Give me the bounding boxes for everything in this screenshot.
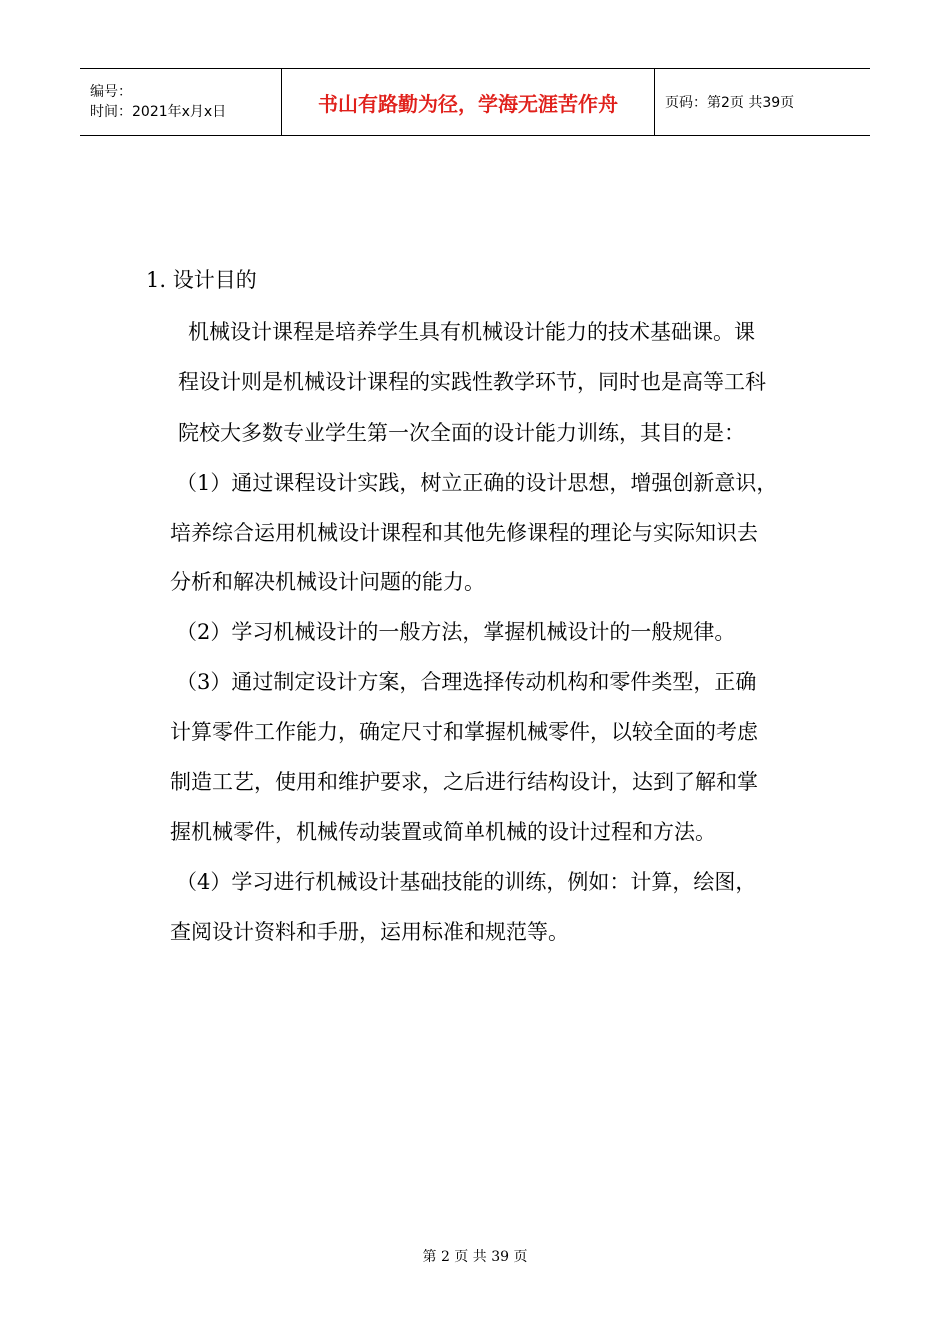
footer-page-number: 第 2 页 共 39 页 (422, 1249, 528, 1265)
header-motto-cell (282, 69, 655, 135)
header-info-cell (80, 69, 282, 135)
paragraph-line: 程设计则是机械设计课程的实践性教学环节，同时也是高等工科 (178, 370, 766, 394)
paragraph-line: 握机械零件，机械传动装置或简单机械的设计过程和方法。 (170, 820, 716, 844)
page-header (80, 68, 870, 136)
paragraph-line: （3）通过制定设计方案，合理选择传动机构和零件类型，正确 (176, 670, 757, 694)
paragraph-line: （4）学习进行机械设计基础技能的训练，例如：计算，绘图， (176, 870, 757, 894)
page-footer (0, 1246, 950, 1266)
header-page-number: 页码：第2页 共39页 (665, 95, 795, 111)
paragraph-line: （2）学习机械设计的一般方法，掌握机械设计的一般规律。 (176, 620, 736, 644)
paragraph-line: 院校大多数专业学生第一次全面的设计能力训练，其目的是： (178, 421, 745, 445)
paragraph-line: 机械设计课程是培养学生具有机械设计能力的技术基础课。课 (188, 320, 755, 344)
header-page-cell (655, 69, 870, 135)
paragraph-line: （1）通过课程设计实践，树立正确的设计思想，增强创新意识， (176, 471, 778, 495)
paragraph-line: 制造工艺，使用和维护要求，之后进行结构设计，达到了解和掌 (170, 770, 758, 794)
paragraph-line: 培养综合运用机械设计课程和其他先修课程的理论与实际知识去 (170, 521, 758, 545)
paragraph-line: 计算零件工作能力，确定尺寸和掌握机械零件，以较全面的考虑 (170, 720, 758, 744)
paragraph-line: 查阅设计资料和手册，运用标准和规范等。 (170, 920, 569, 944)
document-number-label: 编号： (90, 84, 132, 100)
header-motto: 书山有路勤为径，学海无涯苦作舟 (318, 91, 618, 116)
paragraph-line: 分析和解决机械设计问题的能力。 (170, 570, 485, 594)
document-time-label: 时间：2021年x月x日 (90, 104, 227, 120)
section-heading: 1. 设计目的 (146, 268, 257, 292)
